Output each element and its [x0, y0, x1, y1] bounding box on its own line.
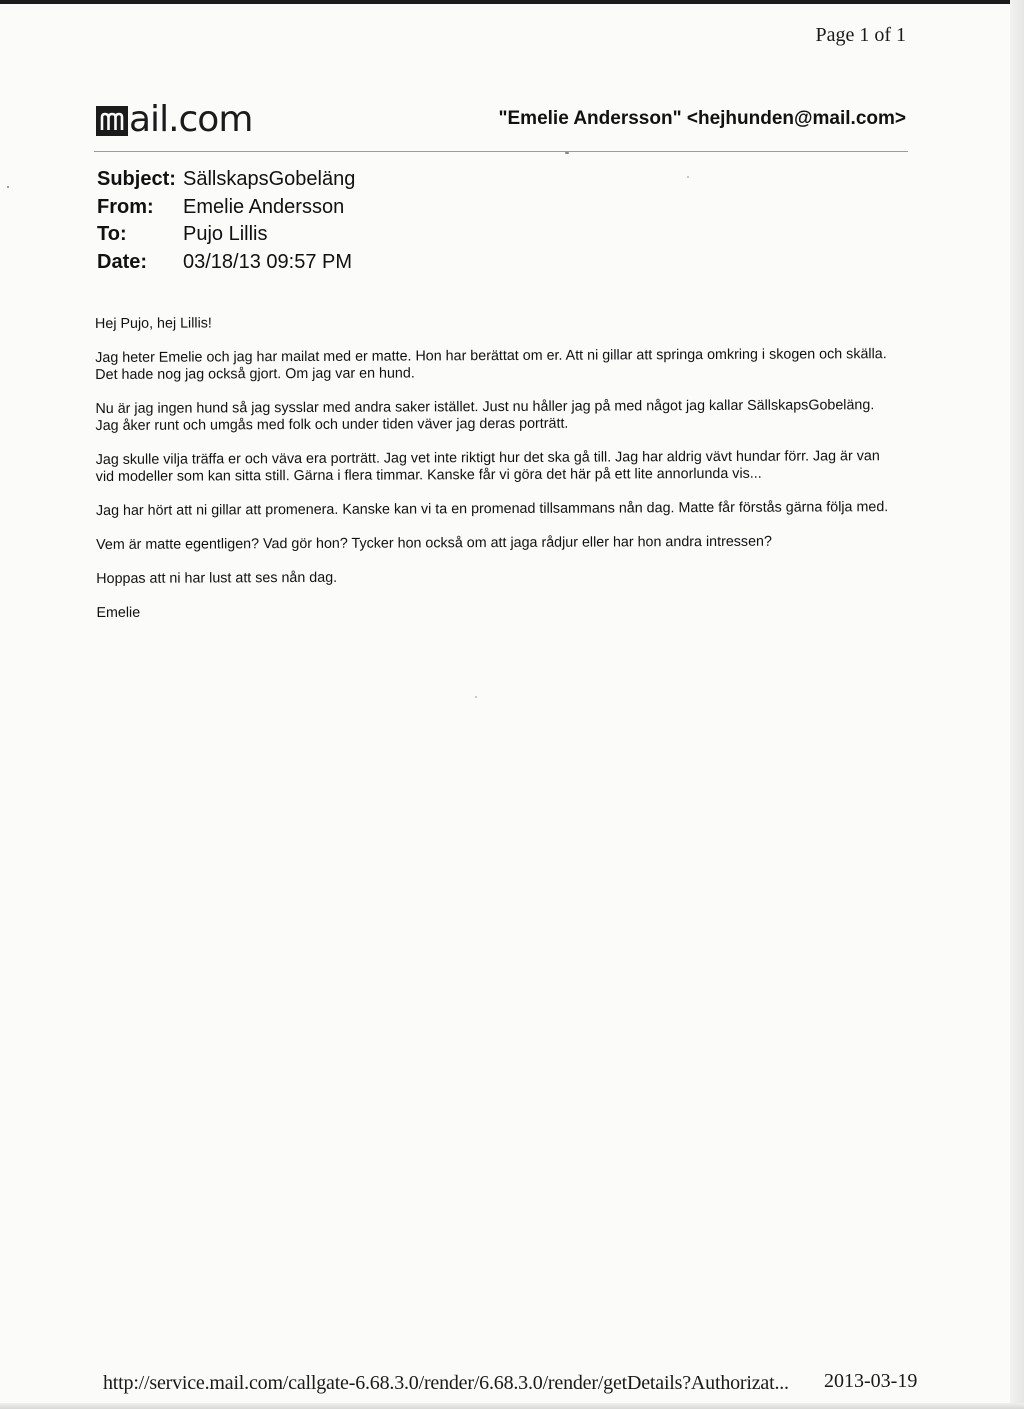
- meta-subject-row: [97, 166, 355, 194]
- header-divider: [94, 151, 908, 152]
- date-value: 03/18/13 09:57 PM: [183, 250, 353, 273]
- body-paragraph: Hoppas att ni har lust att ses nån dag.: [96, 569, 338, 587]
- meta-date-row: [97, 249, 355, 277]
- header-sender-address: "Emelie Andersson" <hejhunden@mail.com>: [498, 108, 906, 129]
- email-body: [95, 312, 897, 639]
- subject-value: SällskapsGobeläng: [183, 168, 356, 190]
- from-value: Emelie Andersson: [183, 195, 345, 218]
- footer-url: http://service.mail.com/callgate-6.68.3.0/render/6.68.3.0/render/getDetails?Authorizat...: [103, 1372, 789, 1394]
- body-paragraph: Jag skulle vilja träffa er och väva era porträtt. Jag vet inte riktigt hur det ska gå till. Jag har aldrig vävt hundar förr. Jag är van vid modeller som kan sitta still. Gärna i flera timmar. Kanske får vi göra det här på ett lite annorlunda vis...: [95, 448, 880, 485]
- meta-from-row: [97, 194, 355, 222]
- mail-com-logo: [96, 96, 252, 138]
- body-paragraph: Vem är matte egentligen? Vad gör hon? Tycker hon också om att jaga rådjur eller har hon andra intressen?: [96, 533, 772, 553]
- to-value: Pujo Lillis: [183, 223, 268, 245]
- footer-date: 2013-03-19: [824, 1370, 918, 1392]
- logo-text: ail.com: [129, 99, 253, 140]
- mail-logo-icon: [96, 106, 128, 136]
- from-label: From:: [97, 195, 154, 218]
- scan-speck: [475, 696, 477, 698]
- scan-top-edge: [0, 0, 1024, 4]
- body-signature: Emelie: [96, 604, 141, 621]
- scan-speck: [687, 176, 689, 178]
- to-label: To:: [97, 223, 127, 245]
- body-paragraph: Jag har hört att ni gillar att promenera. Kanske kan vi ta en promenad tillsammans nån dag. Matte får förstås gärna följa med.: [95, 499, 889, 519]
- scan-speck: [565, 152, 569, 154]
- scan-right-edge: [1010, 0, 1024, 1409]
- meta-to-row: [97, 221, 355, 249]
- scan-speck: [7, 186, 9, 188]
- subject-label: Subject:: [97, 168, 176, 190]
- body-paragraph: Nu är jag ingen hund så jag sysslar med andra saker istället. Just nu håller jag på med något jag kallar SällskapsGobeläng. Jag åker runt och umgås med folk och under tiden väver jag deras porträtt.: [95, 397, 875, 434]
- page-number: Page 1 of 1: [815, 24, 906, 46]
- scan-bottom-edge: [0, 1403, 1024, 1409]
- body-greeting: Hej Pujo, hej Lillis!: [95, 315, 212, 332]
- date-label: Date:: [97, 250, 148, 273]
- email-meta: [97, 166, 355, 276]
- body-paragraph: Jag heter Emelie och jag har mailat med er matte. Hon har berättat om er. Att ni gillar att springa omkring i skogen och skälla. Det hade nog jag också gjort. Om jag var en hund.: [95, 346, 887, 383]
